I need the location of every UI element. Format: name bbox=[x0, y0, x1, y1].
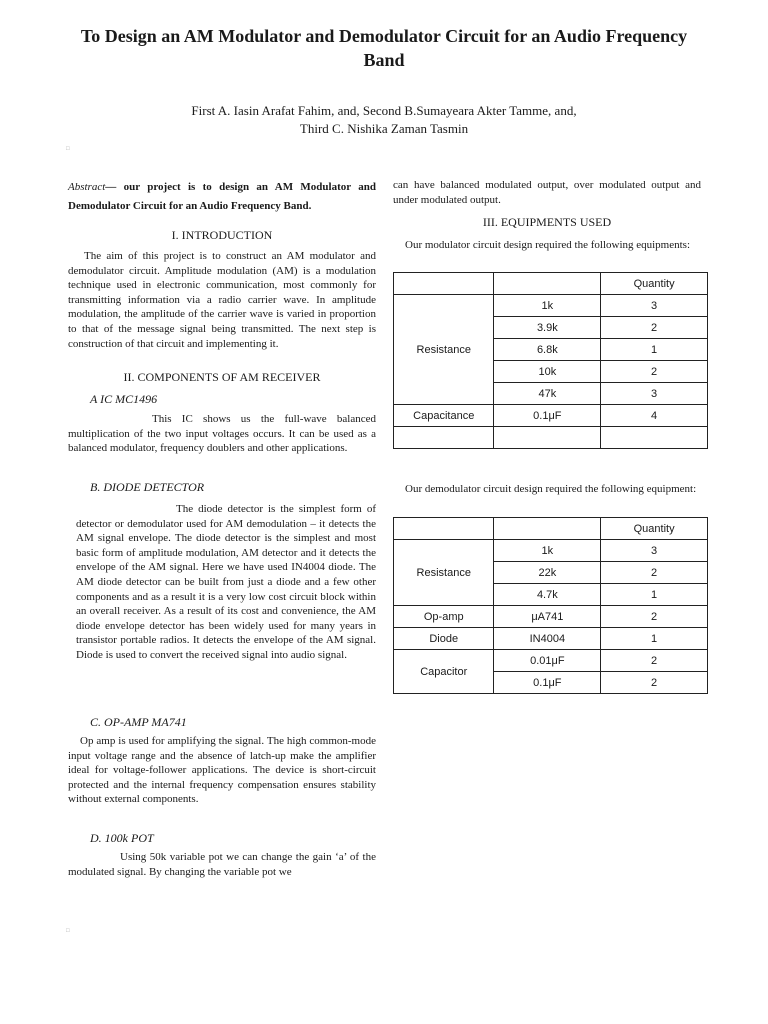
section-1-body: The aim of this project is to construct an AM modulator and demodulator circuit. Amplitude modulation (AM) is a modulation technique used in electronic communication, most commonly for transmitting information via a radio carrier wave. In amplitude modulation, the amplitude of the carrier wave is varied in proportion to that of the message signal being transmitted. The next step is construction of that circuit and implementing it. bbox=[68, 250, 376, 350]
component-value-cell: 0.1μF bbox=[494, 672, 601, 694]
component-value-cell: 1k bbox=[494, 295, 601, 317]
author-line-2: Third C. Nishika Zaman Tasmin bbox=[299, 121, 469, 136]
quantity-cell: 3 bbox=[601, 540, 708, 562]
subsection-b-body: The diode detector is the simplest form of detector or demodulator used for AM demodulation – it detects the AM signal envelope. The diode detector is the simplest and most basic form of amplitude modulation, AM detector and it detects the envelope of the AM signal. Here we have used IN4004 diode. The AM diode detector can be built from just a diode and a few other components and as a result it is a very low cost circuit block within an overall receiver. As a result of its cost and convenience, the AM diode envelope detector has been widely used for many years in transistor portable radios. It detects the envelope of the AM signal. Diode is used to convert the received signal into audio signal. bbox=[76, 503, 376, 661]
table-row bbox=[394, 540, 708, 562]
subsection-d-title: D. 100k POT bbox=[90, 831, 154, 845]
component-type-cell: Diode bbox=[394, 628, 494, 650]
table-header-row bbox=[394, 273, 708, 295]
component-type-cell: Resistance bbox=[394, 295, 494, 405]
empty-cell bbox=[601, 427, 708, 449]
table-header-row bbox=[394, 518, 708, 540]
subsection-a-body: This IC shows us the full-wave balanced multiplication of the two input voltages occurs. It can be used as a balanced modulator, frequency doublers and other applications. bbox=[68, 413, 376, 455]
section-3-heading: III. EQUIPMENTS USED bbox=[482, 215, 612, 229]
table-header-cell bbox=[494, 273, 601, 295]
component-value-cell: 3.9k bbox=[494, 317, 601, 339]
table-row bbox=[394, 606, 708, 628]
component-value-cell: 4.7k bbox=[494, 584, 601, 606]
component-value-cell: 47k bbox=[494, 383, 601, 405]
component-value-cell: μA741 bbox=[494, 606, 601, 628]
table-row bbox=[394, 405, 708, 427]
quantity-cell: 2 bbox=[601, 606, 708, 628]
table-header-cell: Quantity bbox=[601, 273, 708, 295]
abstract-text: our project is to design an AM Modulator and Demodulator Circuit for an Audio Frequency Band. bbox=[68, 181, 376, 212]
quantity-cell: 2 bbox=[601, 562, 708, 584]
component-type-cell: Op-amp bbox=[394, 606, 494, 628]
component-value-cell: 0.01μF bbox=[494, 650, 601, 672]
subsection-c-title: C. OP-AMP MA741 bbox=[90, 715, 187, 729]
abstract-label: Abstract bbox=[68, 181, 106, 193]
component-value-cell: 6.8k bbox=[494, 339, 601, 361]
quantity-cell: 2 bbox=[601, 317, 708, 339]
component-type-cell: Resistance bbox=[394, 540, 494, 606]
component-value-cell: IN4004 bbox=[494, 628, 601, 650]
component-type-cell: Capacitor bbox=[394, 650, 494, 694]
quantity-cell: 2 bbox=[601, 361, 708, 383]
subsection-d-body: Using 50k variable pot we can change the gain ‘a’ of the modulated signal. By changing the variable pot we bbox=[68, 851, 376, 878]
author-line-1: First A. Iasin Arafat Fahim, and, Second B.Sumayeara Akter Tamme, and, bbox=[191, 103, 577, 118]
section-3-intro-demodulator: Our demodulator circuit design required the following equipment: bbox=[405, 483, 697, 495]
subsection-b-title: B. DIODE DETECTOR bbox=[90, 480, 205, 494]
component-value-cell: 10k bbox=[494, 361, 601, 383]
quantity-cell: 1 bbox=[601, 628, 708, 650]
empty-cell bbox=[494, 427, 601, 449]
abstract-dash: — bbox=[105, 181, 117, 193]
component-type-cell: Capacitance bbox=[394, 405, 494, 427]
section-1-heading: I. INTRODUCTION bbox=[171, 228, 273, 242]
empty-cell bbox=[394, 427, 494, 449]
continuation-text: can have balanced modulated output, over modulated output and under modulated output. bbox=[393, 179, 701, 206]
component-value-cell: 1k bbox=[494, 540, 601, 562]
quantity-cell: 3 bbox=[601, 383, 708, 405]
section-3-intro-modulator: Our modulator circuit design required the following equipments: bbox=[405, 239, 691, 251]
abstract bbox=[68, 178, 376, 216]
quantity-cell: 1 bbox=[601, 584, 708, 606]
quantity-cell: 4 bbox=[601, 405, 708, 427]
component-value-cell: 0.1μF bbox=[494, 405, 601, 427]
component-value-cell: 22k bbox=[494, 562, 601, 584]
quantity-cell: 2 bbox=[601, 650, 708, 672]
placeholder-mark-bottom: □ bbox=[66, 928, 70, 934]
subsection-c-body: Op amp is used for amplifying the signal. The high common-mode input voltage range and the absence of latch-up make the amplifier ideal for voltage-follower applications. The device is short-circuit protected and the internal frequency compensation ensures stability without external components. bbox=[68, 735, 376, 806]
section-2-heading: II. COMPONENTS OF AM RECEIVER bbox=[123, 370, 321, 384]
demodulator-equipment-table bbox=[393, 517, 708, 694]
subsection-a-title: A IC MC1496 bbox=[90, 392, 158, 406]
table-row bbox=[394, 650, 708, 672]
quantity-cell: 1 bbox=[601, 339, 708, 361]
table-row bbox=[394, 628, 708, 650]
table-header-cell bbox=[394, 518, 494, 540]
table-row bbox=[394, 295, 708, 317]
author-block bbox=[60, 102, 708, 138]
quantity-cell: 3 bbox=[601, 295, 708, 317]
paper-title: To Design an AM Modulator and Demodulator Circuit for an Audio Frequency Band bbox=[80, 26, 688, 70]
table-empty-row bbox=[394, 427, 708, 449]
table-header-cell: Quantity bbox=[601, 518, 708, 540]
modulator-equipment-table bbox=[393, 272, 708, 449]
table-header-cell bbox=[394, 273, 494, 295]
table-header-cell bbox=[494, 518, 601, 540]
quantity-cell: 2 bbox=[601, 672, 708, 694]
placeholder-mark-top: □ bbox=[66, 146, 70, 152]
